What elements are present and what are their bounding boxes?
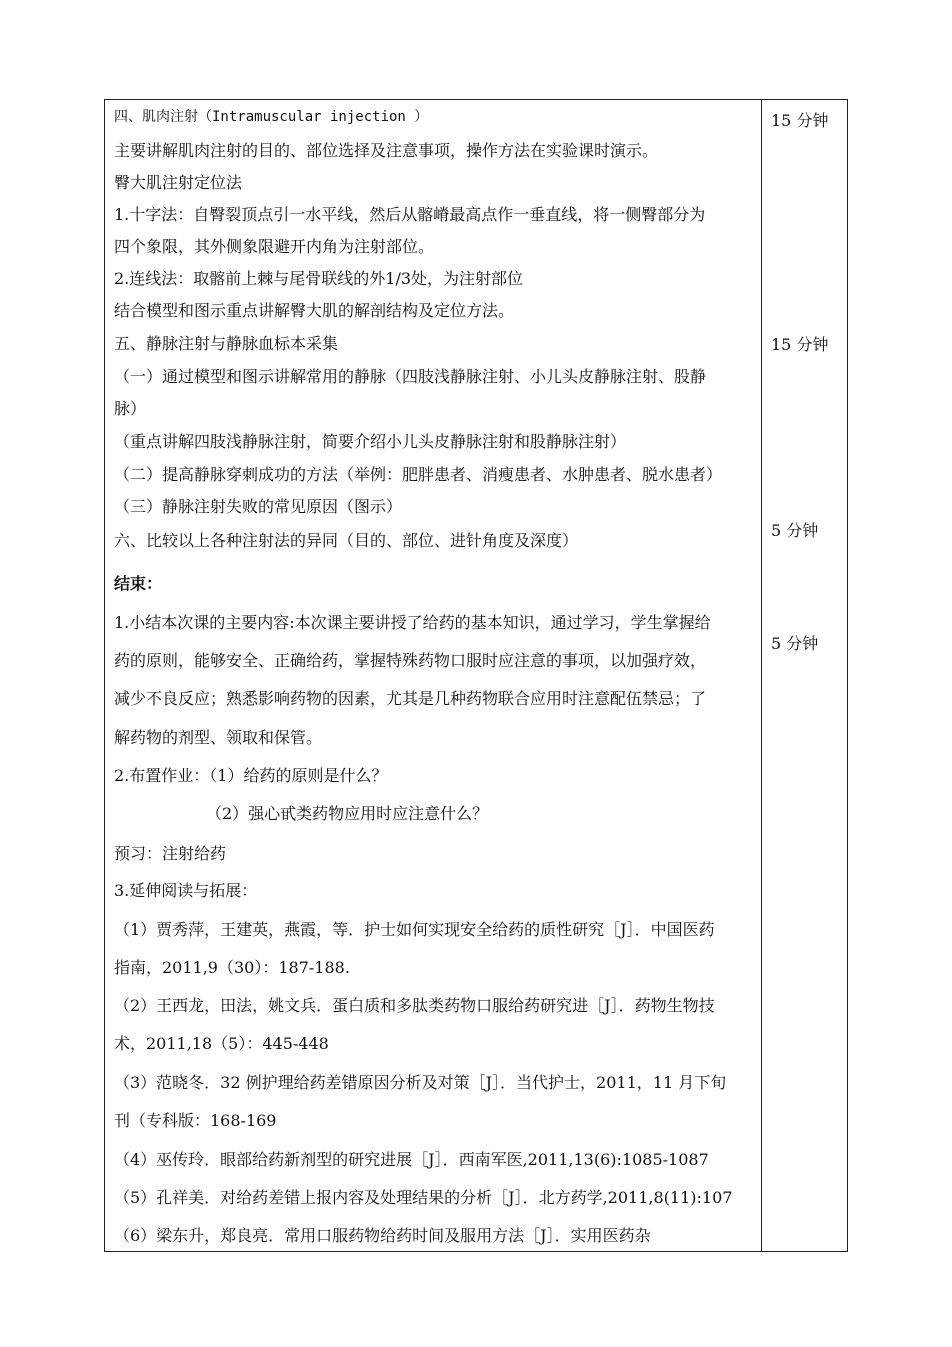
text-line: 1.小结本次课的主要内容:本次课主要讲授了给药的基本知识，通过学习，学生掌握给 — [114, 613, 711, 632]
subheading-gluteus-positioning: 臀大肌注射定位法 — [114, 173, 243, 192]
homework-line: 2.布置作业：（1）给药的原则是什么？ — [114, 766, 388, 785]
text-line: （一）通过模型和图示讲解常用的静脉（四肢浅静脉注射、小儿头皮静脉注射、股静 — [114, 367, 707, 386]
text-line: 1.十字法：自臀裂顶点引一水平线，然后从髂嵴最高点作一垂直线，将一侧臀部分为 — [114, 205, 706, 224]
section-heading-intramuscular: 四、肌肉注射（Intramuscular injection ） — [114, 109, 429, 125]
section-heading-venous: 五、静脉注射与静脉血标本采集 — [114, 334, 339, 353]
text-line: 四个象限，其外侧象限避开内角为注射部位。 — [114, 237, 435, 256]
text-line: 主要讲解肌肉注射的目的、部位选择及注意事项，操作方法在实验课时演示。 — [114, 141, 659, 160]
reference-line: 术，2011,18（5）：445-448 — [114, 1034, 329, 1053]
text-line: 结合模型和图示重点讲解臀大肌的解剖结构及定位方法。 — [114, 301, 515, 320]
section-heading-compare: 六、比较以上各种注射法的异同（目的、部位、进针角度及深度） — [114, 531, 579, 550]
section-heading-conclusion: 结束： — [114, 574, 163, 593]
preview-line: 预习：注射给药 — [114, 844, 227, 863]
text-line: （二）提高静脉穿刺成功的方法（举例：肥胖患者、消瘦患者、水肿患者、脱水患者） — [114, 465, 723, 484]
reference-line: （3）范晓冬．32 例护理给药差错原因分析及对策［J］．当代护士，2011，11 月下旬 — [114, 1073, 727, 1092]
reference-line: （5）孔祥美．对给药差错上报内容及处理结果的分析［J］．北方药学,2011,8(11):107 — [114, 1188, 733, 1207]
homework-line: （2）强心甙类药物应用时应注意什么？ — [206, 804, 489, 823]
reference-line: （2）王西龙，田法，姚文兵．蛋白质和多肽类药物口服给药研究进［J］．药物生物技 — [114, 996, 715, 1015]
time-allocation: 5 分钟 — [771, 521, 819, 540]
text-line: 药的原则，能够安全、正确给药，掌握特殊药物口服时应注意的事项，以加强疗效， — [114, 651, 707, 670]
reference-line: 刊（专科版：168-169 — [114, 1111, 277, 1130]
reference-line: （6）梁东升，郑良亮．常用口服药物给药时间及服用方法［J］．实用医药杂 — [114, 1226, 651, 1245]
time-allocation: 5 分钟 — [771, 634, 819, 653]
text-line: （三）静脉注射失败的常见原因（图示） — [114, 497, 403, 516]
text-line: 解药物的剂型、领取和保管。 — [114, 728, 323, 747]
reading-heading: 3.延伸阅读与拓展： — [114, 881, 258, 900]
text-line: 减少不良反应；熟悉影响药物的因素，尤其是几种药物联合应用时注意配伍禁忌；了 — [114, 689, 707, 708]
time-allocation: 15 分钟 — [771, 335, 829, 354]
column-divider — [761, 99, 762, 1252]
reference-line: 指南，2011,9（30）：187-188. — [114, 958, 350, 977]
time-allocation: 15 分钟 — [771, 111, 829, 130]
text-line: （重点讲解四肢浅静脉注射，简要介绍小儿头皮静脉注射和股静脉注射） — [114, 432, 627, 451]
text-line: 2.连线法：取髂前上棘与尾骨联线的外1/3处，为注射部位 — [114, 269, 524, 288]
reference-line: （1）贾秀萍，王建英，燕霞，等．护士如何实现安全给药的质性研究［J］．中国医药 — [114, 920, 715, 939]
reference-line: （4）巫传玲．眼部给药新剂型的研究进展［J］．西南军医,2011,13(6):1085-1087 — [114, 1150, 709, 1169]
text-line: 脉） — [114, 399, 147, 418]
